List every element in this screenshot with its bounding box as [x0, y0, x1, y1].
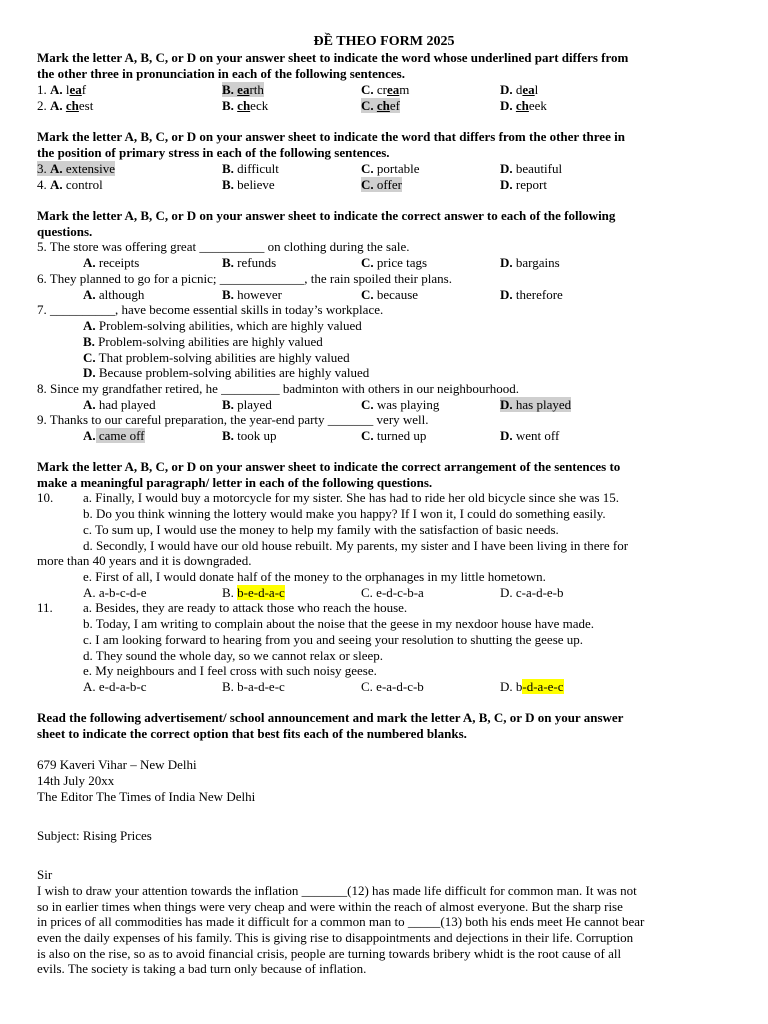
- section4-instruction: Mark the letter A, B, C, or D on your answer sheet to indicate the correct arrangement of the sentences to: [37, 459, 621, 474]
- q8-option-c: C. was playing: [361, 397, 440, 412]
- question-11-number: 11.: [37, 600, 53, 615]
- q11-sentence-e: e. My neighbours and I feel cross with such noisy geese.: [83, 663, 377, 678]
- section2-instruction: Mark the letter A, B, C, or D on your answer sheet to indicate the word that differs from the other three in: [37, 129, 625, 144]
- question-7: 7. __________, have become essential skills in today’s workplace.: [37, 302, 384, 317]
- q9-option-a: A. came off: [83, 428, 145, 443]
- q1-option-d: D. deal: [500, 82, 539, 97]
- q2-option-d: D. cheek: [500, 98, 547, 113]
- q6-option-d: D. therefore: [500, 287, 563, 302]
- q2-option-b: B. check: [222, 98, 269, 113]
- question-9: 9. Thanks to our careful preparation, the year-end party _______ very well.: [37, 412, 429, 427]
- q10-sentence-e: e. First of all, I would donate half of the money to the orphanages in my little hometown.: [83, 569, 546, 584]
- section2-instruction-cont: the position of primary stress in each of the following sentences.: [37, 145, 390, 160]
- q8-option-b: B. played: [222, 397, 272, 412]
- q5-option-b: B. refunds: [222, 255, 277, 270]
- q11-option-b: B. b-a-d-e-c: [222, 679, 285, 694]
- letter-address-line1: 679 Kaveri Vihar – New Delhi: [37, 757, 197, 772]
- question-6: 6. They planned to go for a picnic; _____________, the rain spoiled their plans.: [37, 271, 452, 286]
- q6-option-b: B. however: [222, 287, 282, 302]
- question-1: 1. A. leaf: [37, 82, 87, 97]
- letter-body-line: is also on the rise, so as to avoid financial crisis, people are turning towards bribery whidt is the root cause of all: [37, 946, 622, 961]
- q8-option-a: A. had played: [83, 397, 156, 412]
- letter-date: 14th July 20xx: [37, 773, 115, 788]
- q6-option-a: A. although: [83, 287, 145, 302]
- q11-sentence-d: d. They sound the whole day, so we cannot relax or sleep.: [83, 648, 384, 663]
- q1-option-c: C. cream: [361, 82, 410, 97]
- q10-sentence-c: c. To sum up, I would use the money to help my family with the satisfaction of basic needs.: [83, 522, 559, 537]
- q6-option-c: C. because: [361, 287, 419, 302]
- q1-option-b: B. earth: [222, 82, 264, 97]
- q9-option-c: C. turned up: [361, 428, 427, 443]
- section5-instruction-cont: sheet to indicate the correct option that best fits each of the numbered blanks.: [37, 726, 467, 741]
- q8-option-d: D. has played: [500, 397, 572, 412]
- question-4: 4. A. control: [37, 177, 103, 192]
- q10-sentence-b: b. Do you think winning the lottery would make you happy? If I won it, I could do something easily.: [83, 506, 606, 521]
- q4-option-d: D. report: [500, 177, 547, 192]
- q2-option-c: C. chef: [361, 98, 400, 113]
- question-5: 5. The store was offering great __________ on clothing during the sale.: [37, 239, 410, 254]
- letter-subject: Subject: Rising Prices: [37, 828, 152, 843]
- q11-sentence-b: b. Today, I am writing to complain about the noise that the geese in my nexdoor house have made.: [83, 616, 595, 631]
- q3-option-d: D. beautiful: [500, 161, 563, 176]
- section5-instruction: Read the following advertisement/ school announcement and mark the letter A, B, C, or D on your answer: [37, 710, 624, 725]
- q11-sentence-c: c. I am looking forward to hearing from you and seeing your resolution to shutting the geese up.: [83, 632, 584, 647]
- q7-option-b: B. Problem-solving abilities are highly valued: [83, 334, 323, 349]
- question-3: 3. A. extensive: [37, 161, 115, 176]
- q10-option-b: B. b-e-d-a-c: [222, 585, 285, 600]
- section3-instruction: Mark the letter A, B, C, or D on your answer sheet to indicate the correct answer to each of the following: [37, 208, 616, 223]
- letter-body-line: so in earlier times when things were very cheap and were within the reach of almost everyone. But the sharp rise: [37, 899, 623, 914]
- q11-option-c: C. e-a-d-c-b: [361, 679, 424, 694]
- q10-option-a: A. a-b-c-d-e: [83, 585, 147, 600]
- letter-salutation: Sir: [37, 867, 53, 882]
- letter-body-line: in prices of all commodities has made it difficult for a common man to _____(13) both his ends meet He cannot bear: [37, 914, 645, 929]
- q9-option-d: D. went off: [500, 428, 560, 443]
- q10-sentence-a: a. Finally, I would buy a motorcycle for my sister. She has had to ride her old bicycle since she was 15.: [83, 490, 620, 505]
- section3-instruction-cont: questions.: [37, 224, 93, 239]
- question-10-number: 10.: [37, 490, 54, 505]
- q3-option-b: B. difficult: [222, 161, 279, 176]
- letter-body-line: even the daily expenses of his family. This is giving rise to disappointments and dejections in their life. Corruption: [37, 930, 634, 945]
- question-2: 2. A. chest: [37, 98, 94, 113]
- letter-body-line: evils. The society is taking a bad turn only because of inflation.: [37, 961, 367, 976]
- question-8: 8. Since my grandfather retired, he _________ badminton with others in our neighbourhood.: [37, 381, 519, 396]
- q10-option-c: C. e-d-c-b-a: [361, 585, 424, 600]
- q11-option-d: D. b-d-a-e-c: [500, 679, 564, 694]
- q7-option-c: C. That problem-solving abilities are highly valued: [83, 350, 350, 365]
- q10-sentence-d-cont: more than 40 years and it is downgraded.: [37, 553, 252, 568]
- section1-instruction: Mark the letter A, B, C, or D on your answer sheet to indicate the word whose underlined part differs from: [37, 50, 629, 65]
- q11-sentence-a: a. Besides, they are ready to attack those who reach the house.: [83, 600, 408, 615]
- section4-instruction-cont: make a meaningful paragraph/ letter in each of the following questions.: [37, 475, 433, 490]
- q9-option-b: B. took up: [222, 428, 277, 443]
- q4-option-c: C. offer: [361, 177, 402, 192]
- q5-option-d: D. bargains: [500, 255, 560, 270]
- q11-option-a: A. e-d-a-b-c: [83, 679, 147, 694]
- section1-instruction-cont: the other three in pronunciation in each of the following sentences.: [37, 66, 405, 81]
- q3-option-c: C. portable: [361, 161, 420, 176]
- q4-option-b: B. believe: [222, 177, 275, 192]
- q10-sentence-d: d. Secondly, I would have our old house rebuilt. My parents, my sister and I have been living in there for: [83, 538, 629, 553]
- q5-option-a: A. receipts: [83, 255, 140, 270]
- letter-recipient: The Editor The Times of India New Delhi: [37, 789, 256, 804]
- q5-option-c: C. price tags: [361, 255, 428, 270]
- page-title: ĐỀ THEO FORM 2025: [313, 34, 455, 49]
- q10-option-d: D. c-a-d-e-b: [500, 585, 564, 600]
- letter-body-line: I wish to draw your attention towards the inflation _______(12) has made life difficult for common man. It was not: [37, 883, 637, 898]
- q7-option-a: A. Problem-solving abilities, which are highly valued: [83, 318, 362, 333]
- q7-option-d: D. Because problem-solving abilities are highly valued: [83, 365, 370, 380]
